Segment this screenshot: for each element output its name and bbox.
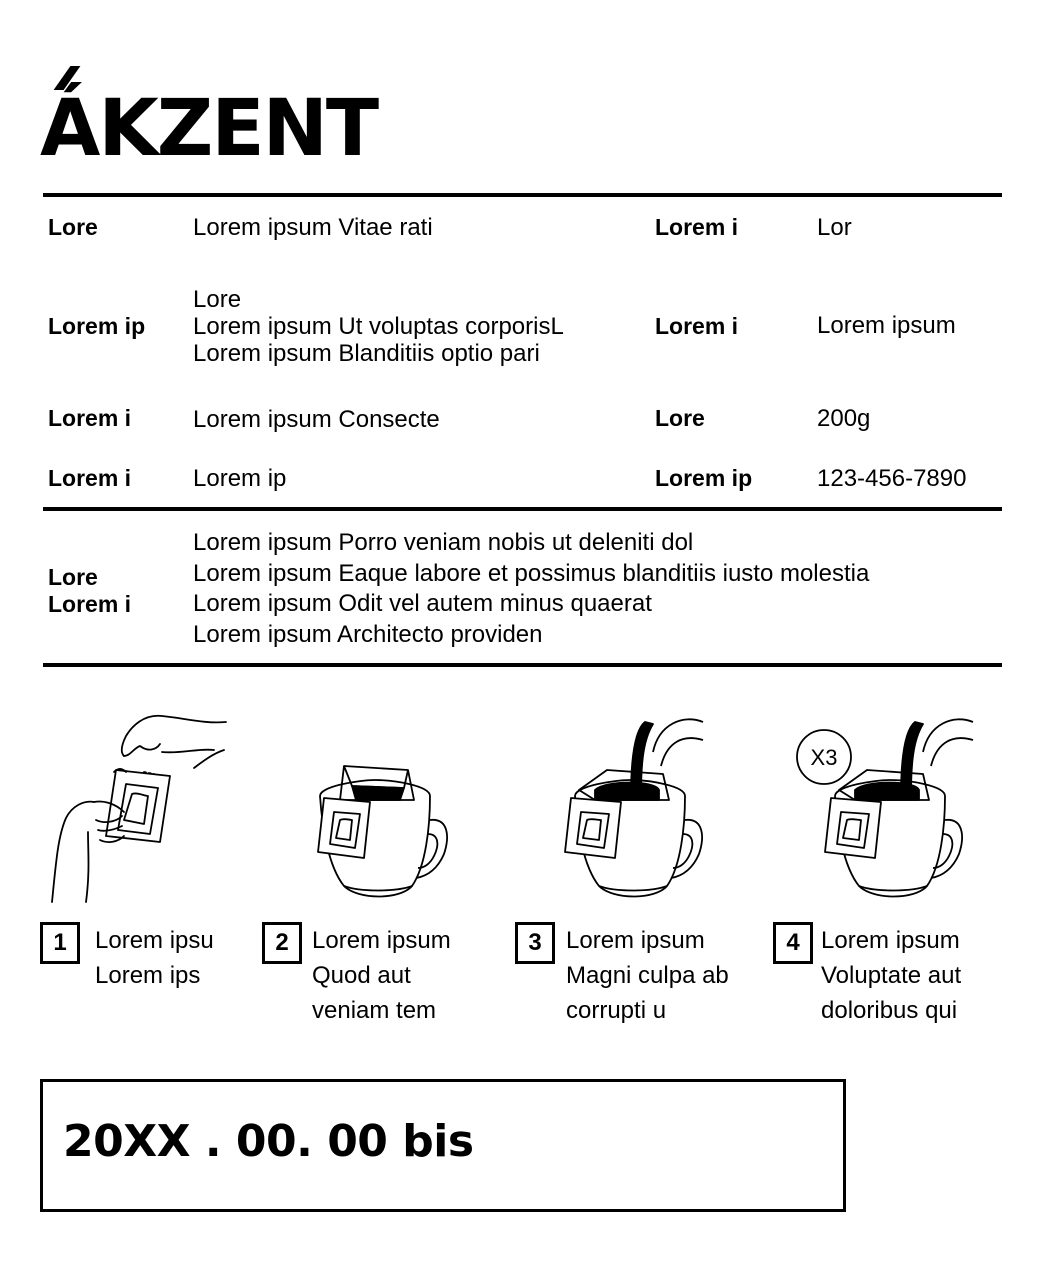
step-number: 3 (515, 922, 555, 964)
best-before-box (40, 1079, 846, 1212)
spec-label: Lorem ip (655, 465, 753, 491)
step-number: 4 (773, 922, 813, 964)
spec-label: Lorem i (48, 405, 132, 431)
step-number: 2 (262, 922, 302, 964)
step-number: 1 (40, 922, 80, 964)
brand-name: ÁKZENT (40, 84, 378, 174)
notes-line: Lorem ipsum Architecto providen (193, 621, 543, 648)
repeat-badge: X3 (810, 745, 838, 770)
notes-line: Lorem ipsum Porro veniam nobis ut deleniti dol (193, 529, 694, 556)
step-text-line: veniam tem (312, 997, 437, 1024)
divider-bottom (43, 663, 1002, 667)
step-text-line: Lorem ipsum (821, 927, 960, 954)
step-text-line: corrupti u (566, 997, 667, 1024)
pour-water-three-times-icon (795, 716, 975, 906)
step-text-line: Lorem ipsum (566, 927, 705, 954)
spec-value: 200g (817, 405, 871, 432)
step-text-line: doloribus qui (821, 997, 958, 1024)
spec-label: Lorem ip (48, 313, 146, 339)
spec-label: Lorem i (48, 465, 132, 491)
spec-value-line: Lore (193, 286, 242, 313)
best-before-date: 20XX . 00. 00 bis (63, 1116, 474, 1167)
spec-value: Lorem ipsum (817, 312, 956, 339)
step-text-line: Lorem ipsu (95, 927, 214, 954)
step-text-line: Lorem ips (95, 962, 201, 989)
spec-label: Lore (655, 405, 705, 431)
spec-value-line: Lorem ipsum Blanditiis optio pari (193, 340, 540, 367)
step-text-line: Voluptate aut (821, 962, 962, 989)
notes-line: Lorem ipsum Eaque labore et possimus blanditiis iusto molestia (193, 560, 870, 587)
step-text-line: Lorem ipsum (312, 927, 451, 954)
spec-label: Lorem i (655, 313, 739, 339)
open-drip-bag-hands-icon (44, 712, 244, 907)
spec-value: Lorem ipsum Vitae rati (193, 214, 433, 241)
spec-value: Lorem ipsum Consecte (193, 406, 440, 433)
notes-label-line: Lorem i (48, 591, 132, 617)
spec-value-line: Lorem ipsum Ut voluptas corporisL (193, 313, 564, 340)
spec-value: Lorem ip (193, 465, 287, 492)
notes-line: Lorem ipsum Odit vel autem minus quaerat (193, 590, 652, 617)
pour-water-cup-icon (555, 716, 705, 906)
spec-label: Lore (48, 214, 98, 240)
spec-value: Lor (817, 214, 852, 241)
notes-label-line: Lore (48, 564, 98, 590)
step-text-line: Magni culpa ab (566, 962, 729, 989)
divider-top (43, 193, 1002, 197)
divider-middle (43, 507, 1002, 511)
spec-label: Lorem i (655, 214, 739, 240)
drip-bag-on-cup-icon (300, 756, 450, 906)
step-text-line: Quod aut (312, 962, 411, 989)
spec-value: 123-456-7890 (817, 465, 967, 492)
